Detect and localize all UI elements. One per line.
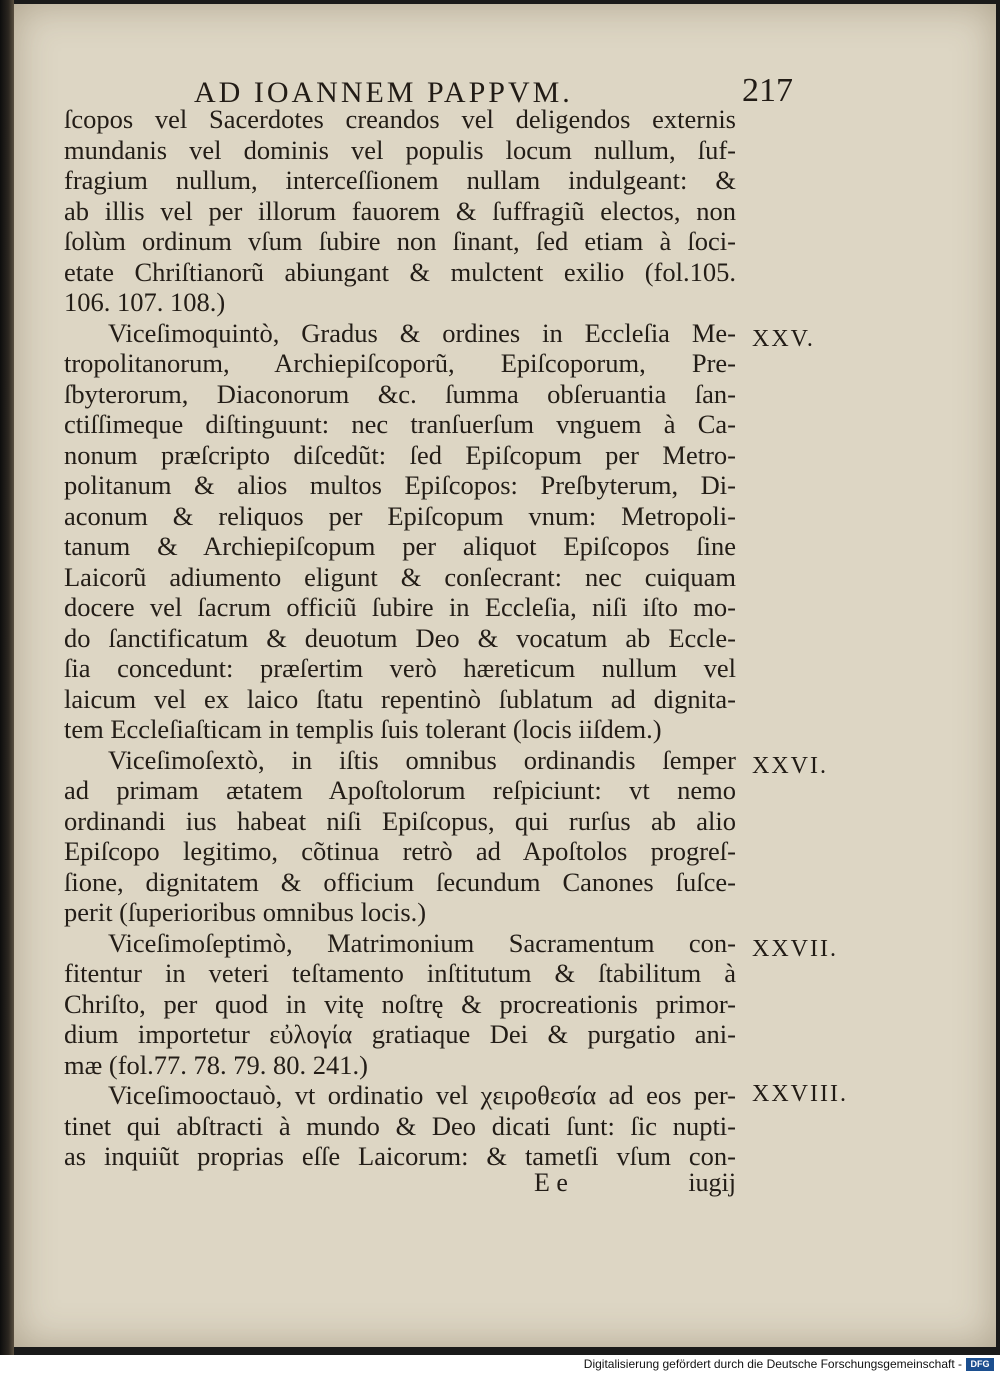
text-line: ordinandi ius habeat niſi Epiſcopus, qui rurſus ab alio [64, 805, 736, 836]
dfg-logo-icon: DFG [966, 1358, 994, 1371]
text-line: Viceſimoſeptimò, Matrimonium Sacramentum con- [108, 927, 736, 958]
text-line: etate Chriſtianorũ abiungant & mulctent exilio (fol.105. [64, 256, 736, 287]
text-line: do ſanctificatum & deuotum Deo & vocatum ab Eccle- [64, 622, 736, 653]
text-line: Chriſto, per quod in vitę noſtrę & procreationis primor- [64, 988, 736, 1019]
text-line: tropolitanorum, Archiepiſcoporũ, Epiſcoporum, Pre- [64, 348, 736, 378]
text-line: ſbyterorum, Diaconorum &c. ſumma obſeruantia ſan- [64, 378, 736, 409]
text-line: mundanis vel dominis vel populis locum nullum, ſuf- [64, 134, 736, 165]
footer-bar [0, 1355, 1000, 1375]
text-line: dium importetur εὐλογία gratiaque Dei & purgatio ani- [64, 1019, 736, 1049]
text-line: tanum & Archiepiſcopum per aliquot Epiſcopos ſine [64, 531, 736, 561]
text-line: 106. 107. 108.) [64, 287, 226, 317]
margin-numeral-xxvii: XXVII. [752, 936, 838, 962]
text-line: politanum & alios multos Epiſcopos: Preſbyterum, Di- [64, 470, 736, 500]
text-line: perit (ſuperioribus omnibus locis.) [64, 897, 427, 927]
book-binding-edge [0, 0, 14, 1355]
running-head: AD IOANNEM PAPPVM. [194, 76, 573, 109]
text-line: ſcopos vel Sacerdotes creandos vel deligendos externis [64, 104, 736, 134]
body-text [64, 104, 736, 1172]
margin-numeral-xxviii: XXVIII. [752, 1081, 848, 1107]
text-line: as inquiũt proprias eſſe Laicorum: & tametſi vſum con- [64, 1141, 736, 1171]
text-line: ſione, dignitatem & officium ſecundum Canones ſuſce- [64, 866, 736, 897]
page-number: 217 [742, 72, 793, 109]
text-line: tinet qui abſtracti à mundo & Deo dicati ſunt: ſic nupti- [64, 1110, 736, 1141]
text-line: fragium nullum, interceſſionem nullam indulgeant: & [64, 165, 736, 195]
signature-mark: E e [534, 1168, 568, 1197]
text-line: Viceſimooctauò, vt ordinatio vel χειροθεσία ad eos per- [108, 1080, 736, 1110]
text-line: Viceſimoſextò, in iſtis omnibus ordinandis ſemper [108, 744, 736, 775]
book-page [14, 4, 996, 1347]
catchword-row [64, 1168, 736, 1200]
text-line: ad primam ætatem Apoſtolorum reſpiciunt: vt nemo [64, 775, 736, 805]
text-line: ab illis vel per illorum fauorem & ſuffragiũ electos, non [64, 195, 736, 226]
text-line: aconum & reliquos per Epiſcopum vnum: Metropoli- [64, 500, 736, 531]
text-line: mæ (fol.77. 78. 79. 80. 241.) [64, 1049, 368, 1080]
text-line: nonum præſcripto diſcedũt: ſed Epiſcopum per Metro- [64, 439, 736, 470]
footer-credit: Digitalisierung gefördert durch die Deutsche Forschungsgemeinschaft - [583, 1357, 962, 1371]
margin-numeral-xxv: XXV. [752, 326, 815, 352]
text-line: Viceſimoquintò, Gradus & ordines in Eccleſia Me- [108, 317, 736, 348]
text-line: Laicorũ adiumento eligunt & conſecrant: nec cuiquam [64, 561, 736, 592]
text-line: tem Eccleſiaſticam in templis ſuis tolerant (locis iiſdem.) [64, 714, 662, 744]
text-line: Epiſcopo legitimo, cõtinua retrò ad Apoſtolos progreſ- [64, 836, 736, 866]
text-line: ſia concedunt: præſertim verò hæreticum nullum vel [64, 653, 736, 683]
catchword: iugij [688, 1168, 736, 1197]
text-line: docere vel ſacrum officiũ ſubire in Eccleſia, niſi iſto mo- [64, 592, 736, 622]
text-line: ctiſſimeque diſtinguunt: nec tranſuerſum vnguem à Ca- [64, 409, 736, 439]
text-line: fitentur in veteri teſtamento inſtitutum & ſtabilitum à [64, 958, 736, 988]
text-line: laicum vel ex laico ſtatu repentinò ſublatum ad dignita- [64, 683, 736, 714]
text-line: ſolùm ordinum vſum ſubire non ſinant, ſed etiam à ſoci- [64, 226, 736, 256]
margin-numeral-xxvi: XXVI. [752, 753, 828, 779]
